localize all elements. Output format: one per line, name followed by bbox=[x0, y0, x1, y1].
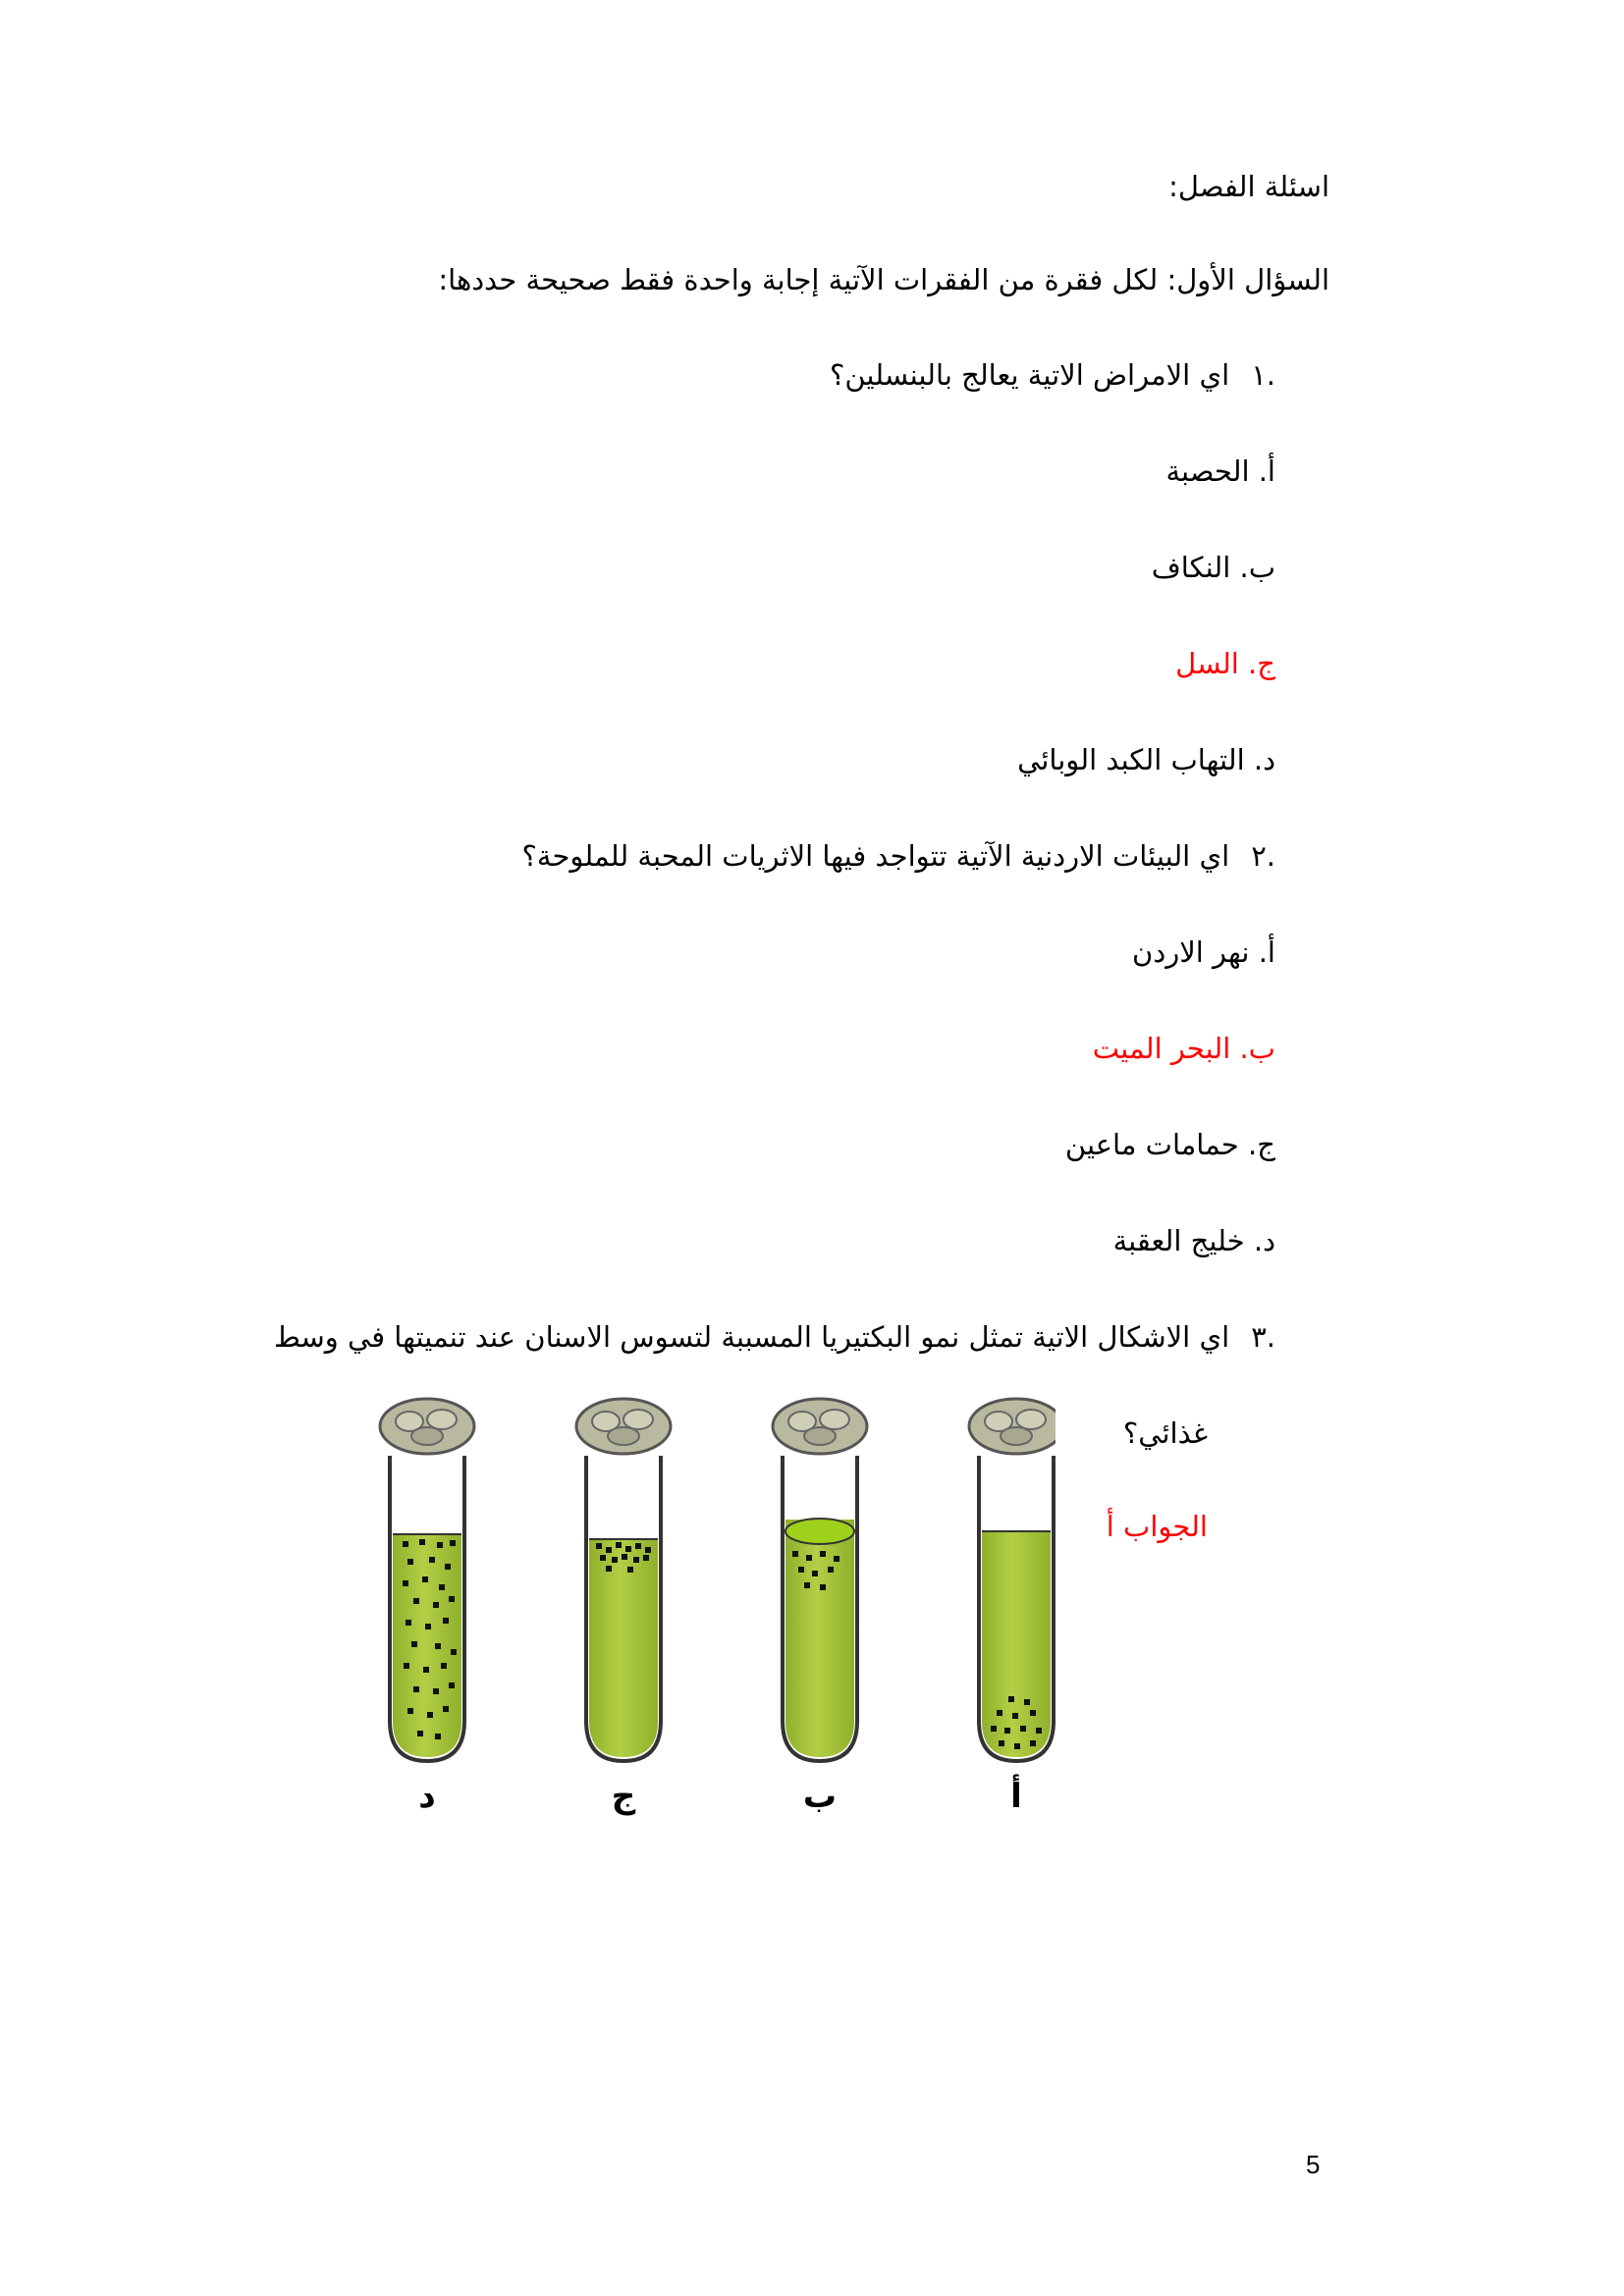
question-2 bbox=[522, 836, 1275, 876]
tube-d bbox=[380, 1399, 474, 1761]
tube-label-d: د bbox=[418, 1777, 436, 1816]
tube-b bbox=[773, 1399, 867, 1761]
tube-label-j: ج bbox=[611, 1777, 636, 1816]
q2-option-c: ج. حمامات ماعين bbox=[1064, 1128, 1275, 1161]
question-text: اي الامراض الاتية يعالج بالبنسلين؟ bbox=[829, 358, 1230, 392]
tube-cap bbox=[773, 1399, 867, 1454]
question-number: .٣ bbox=[1251, 1320, 1275, 1354]
question-3 bbox=[274, 1317, 1275, 1357]
tube-a bbox=[969, 1399, 1056, 1761]
page-number: 5 bbox=[1306, 2150, 1321, 2179]
question-intro: السؤال الأول: لكل فقرة من الفقرات الآتية إجابة واحدة فقط صحيحة حددها: bbox=[438, 263, 1329, 296]
tube-j bbox=[576, 1399, 671, 1761]
q1-option-b: ب. النكاف bbox=[1151, 551, 1275, 584]
question-number: .٢ bbox=[1251, 839, 1275, 873]
test-tubes-drawing bbox=[349, 1392, 1056, 1824]
tube-cap bbox=[969, 1399, 1056, 1454]
tube-label-b: ب bbox=[802, 1777, 838, 1816]
q2-option-a: أ. نهر الاردن bbox=[1132, 935, 1275, 969]
tube-cap bbox=[576, 1399, 671, 1454]
question-1 bbox=[830, 355, 1275, 395]
test-tubes-figure bbox=[349, 1392, 1056, 1824]
question-text: اي البيئات الاردنية الآتية تتواجد فيها الاثريات المحبة للملوحة؟ bbox=[521, 839, 1230, 873]
question-number: .١ bbox=[1251, 358, 1275, 392]
question-3-continuation: غذائي؟ bbox=[1122, 1416, 1208, 1450]
tube-cap bbox=[380, 1399, 474, 1454]
q1-option-c-answer: ج. السل bbox=[1175, 647, 1275, 680]
q1-option-a: أ. الحصبة bbox=[1165, 454, 1275, 488]
q2-option-d: د. خليج العقبة bbox=[1112, 1224, 1275, 1257]
q3-answer: الجواب أ bbox=[1106, 1510, 1208, 1543]
heading: اسئلة الفصل: bbox=[1168, 170, 1329, 203]
q2-option-b-answer: ب. البحر الميت bbox=[1092, 1032, 1275, 1065]
q1-option-d: د. التهاب الكبد الوبائي bbox=[1017, 743, 1275, 776]
tube-label-a: أ bbox=[1010, 1777, 1022, 1816]
question-text: اي الاشكال الاتية تمثل نمو البكتيريا المسببة لتسوس الاسنان عند تنميتها في وسط bbox=[273, 1320, 1230, 1354]
